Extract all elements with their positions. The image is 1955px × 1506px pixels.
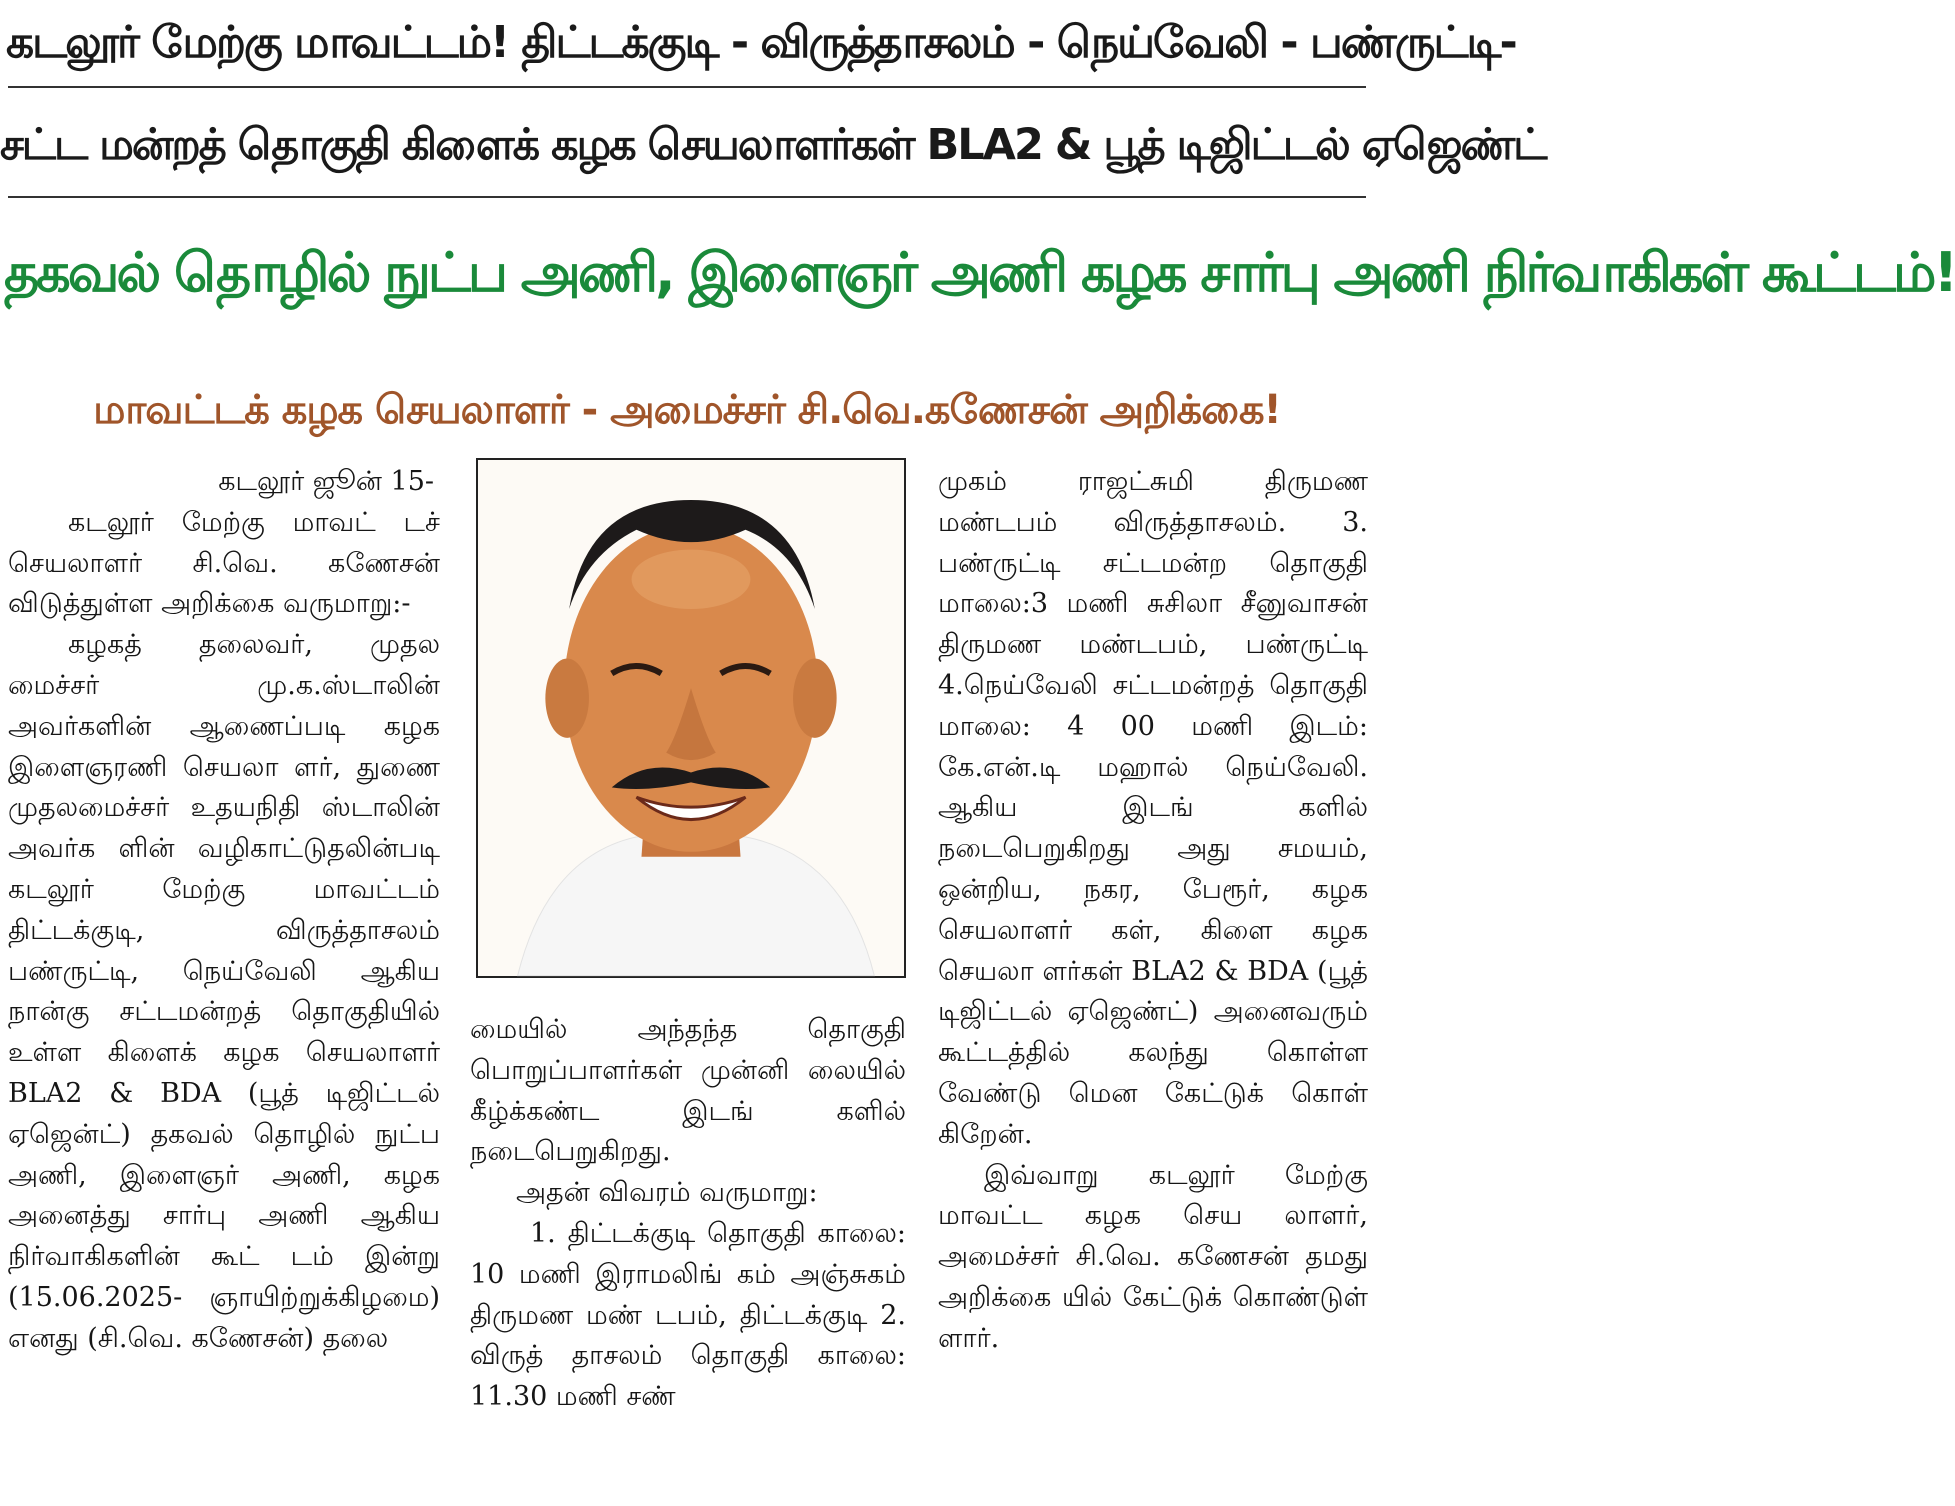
headline-line-2: சட்ட மன்றத் தொகுதி கிளைக் கழக செயலாளர்கள் BLA2 & பூத் டிஜிட்டல் ஏஜெண்ட் [0, 120, 1546, 170]
article-column-left [8, 462, 440, 1360]
article-paragraph: இவ்வாறு கடலூர் மேற்கு மாவட்ட கழக செய லாளர், அமைச்சர் சி.வெ. கணேசன் தமது அறிக்கை யில் கேட்டுக் கொண்டுள் ளார். [938, 1159, 1368, 1354]
portrait-photo [476, 458, 906, 978]
article-paragraph: கழகத் தலைவர், முதல மைச்சர் மு.க.ஸ்டாலின் அவர்களின் ஆணைப்படி கழக இளைஞரணி செயலா ளர், துணை முதலமைச்சர் உதயநிதி ஸ்டாலின் அவர்க ளின் வழிகாட்டுதலின்படி கடலூர் மேற்கு மாவட்டம் திட்டக்குடி, விருத்தாசலம் பண்ருட்டி, நெய்வேலி ஆகிய நான்கு சட்டமன்றத் தொகுதியில் உள்ள கிளைக் கழக செயலாளர் BLA2 & BDA (பூத் டிஜிட்டல் ஏஜென்ட்) தகவல் தொழில் நுட்ப அணி, இளைஞர் அணி, கழக அனைத்து சார்பு அணி ஆகிய நிர்வாகிகளின் கூட் டம் இன்று (15.06.2025- ஞாயிற்றுக்கிழமை) எனது (சி.வெ. கணேசன்) தலை [8, 629, 440, 1354]
headline-main-green: தகவல் தொழில் நுட்ப அணி, இளைஞர் அணி கழக சார்பு அணி நிர்வாகிகள் கூட்டம்! [4, 241, 1955, 304]
article-column-middle [470, 1010, 906, 1418]
article-paragraph: அதன் விவரம் வருமாறு: [516, 1177, 818, 1209]
article-paragraph: முகம் ராஜட்சுமி திருமண மண்டபம் விருத்தாசலம். 3. பண்ருட்டி சட்டமன்ற தொகுதி மாலை:3 மணி சுசிலா சீனுவாசன் திருமண மண்டபம், பண்ருட்டி 4.நெய்வேலி சட்டமன்றத் தொகுதி மாலை: 4 00 மணி இடம்: கே.என்.டி மஹால் நெய்வேலி. ஆகிய இடங் களில் நடைபெறுகிறது அது சமயம், ஒன்றிய, நகர, பேரூர், கழக செயலாளர் கள், கிளை கழக செயலா ளர்கள் BLA2 & BDA (பூத் டிஜிட்டல் ஏஜெண்ட்) அனைவரும் கூட்டத்தில் கலந்து கொள்ள வேண்டு மென கேட்டுக் கொள் கிறேன். [938, 466, 1368, 1150]
divider-rule [8, 196, 1366, 198]
article-paragraph: 1. திட்டக்குடி தொகுதி காலை: 10 மணி இராமலிங் கம் அஞ்சுகம் திருமண மண் டபம், திட்டக்குடி 2. விருத் தாசலம் தொகுதி காலை: 11.30 மணி சண் [470, 1217, 906, 1413]
divider-rule [8, 86, 1366, 88]
article-paragraph: மையில் அந்தந்த தொகுதி பொறுப்பாளர்கள் முன்னி லையில் கீழ்க்கண்ட இடங் களில் நடைபெறுகிறது. [470, 1014, 906, 1168]
article-paragraph: கடலூர் மேற்கு மாவட் டச் செயலாளர் சி.வெ. கணேசன் விடுத்துள்ள அறிக்கை வருமாறு:- [8, 506, 440, 620]
subheadline-brown: மாவட்டக் கழக செயலாளர் - அமைச்சர் சி.வெ.கணேசன் அறிக்கை! [93, 387, 1281, 433]
dateline: கடலூர் ஜூன் 15- [218, 466, 434, 497]
headline-line-1: கடலூர் மேற்கு மாவட்டம்! திட்டக்குடி - விருத்தாசலம் - நெய்வேலி - பண்ருட்டி- [6, 17, 1516, 68]
article-column-right [938, 462, 1368, 1360]
